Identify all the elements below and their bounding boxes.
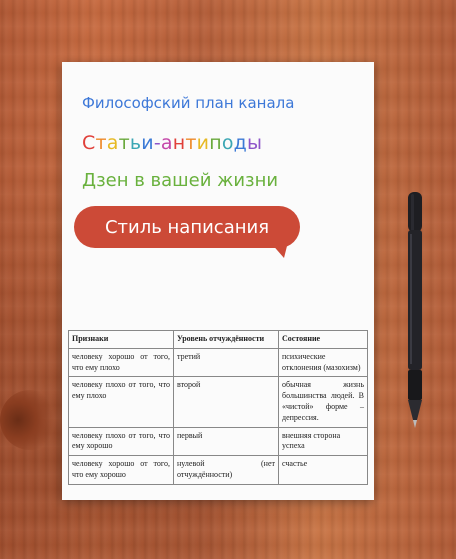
table-cell: человеку хорошо от того, что ему плохо: [69, 348, 174, 377]
table-cell: психические отклонения (мазохизм): [279, 348, 368, 377]
letter: о: [221, 132, 234, 154]
table-header-row: [69, 331, 368, 349]
letter: т: [185, 132, 197, 154]
table-cell: внешняя сторона успеха: [279, 427, 368, 456]
letter: а: [160, 132, 173, 154]
table-cell: второй: [174, 377, 279, 427]
table-cell: третий: [174, 348, 279, 377]
title-zen-in-life: Дзен в вашей жизни: [82, 170, 279, 191]
table-header: Состояние: [279, 331, 368, 349]
table-header: Уровень отчуждённости: [174, 331, 279, 349]
letter: п: [209, 132, 222, 154]
table-cell: первый: [174, 427, 279, 456]
letter: т: [95, 132, 107, 154]
pen-icon: [404, 190, 426, 430]
title-antipode-articles: [82, 132, 262, 154]
letter: С: [82, 132, 96, 154]
speech-bubble-tail: [270, 242, 288, 258]
alienation-table: [68, 330, 368, 485]
letter: т: [118, 132, 130, 154]
paper-sheet: [62, 62, 374, 500]
table-cell: человеку хорошо от того, что ему хорошо: [69, 456, 174, 485]
table-cell: человеку плохо от того, что ему плохо: [69, 377, 174, 427]
table-row: [69, 427, 368, 456]
table-row: [69, 348, 368, 377]
wood-knot: [0, 390, 60, 450]
letter: ь: [129, 132, 142, 154]
title-philosophy-plan: Философский план канала: [82, 94, 295, 112]
letter: и: [141, 132, 154, 154]
table-row: [69, 456, 368, 485]
table-header: Признаки: [69, 331, 174, 349]
table-cell: обычная жизнь большинства людей. В «чистой» форме – депрессия.: [279, 377, 368, 427]
table-cell: нулевой (нет отчуждённости): [174, 456, 279, 485]
letter: ы: [247, 132, 263, 154]
letter: -: [153, 132, 161, 154]
letter: а: [106, 132, 119, 154]
table-cell: человеку плохо от того, что ему хорошо: [69, 427, 174, 456]
letter: и: [196, 132, 210, 154]
speech-bubble: Стиль написания: [74, 206, 300, 248]
letter: н: [172, 132, 186, 154]
table-cell: счастье: [279, 456, 368, 485]
letter: д: [233, 132, 248, 154]
table-row: [69, 377, 368, 427]
